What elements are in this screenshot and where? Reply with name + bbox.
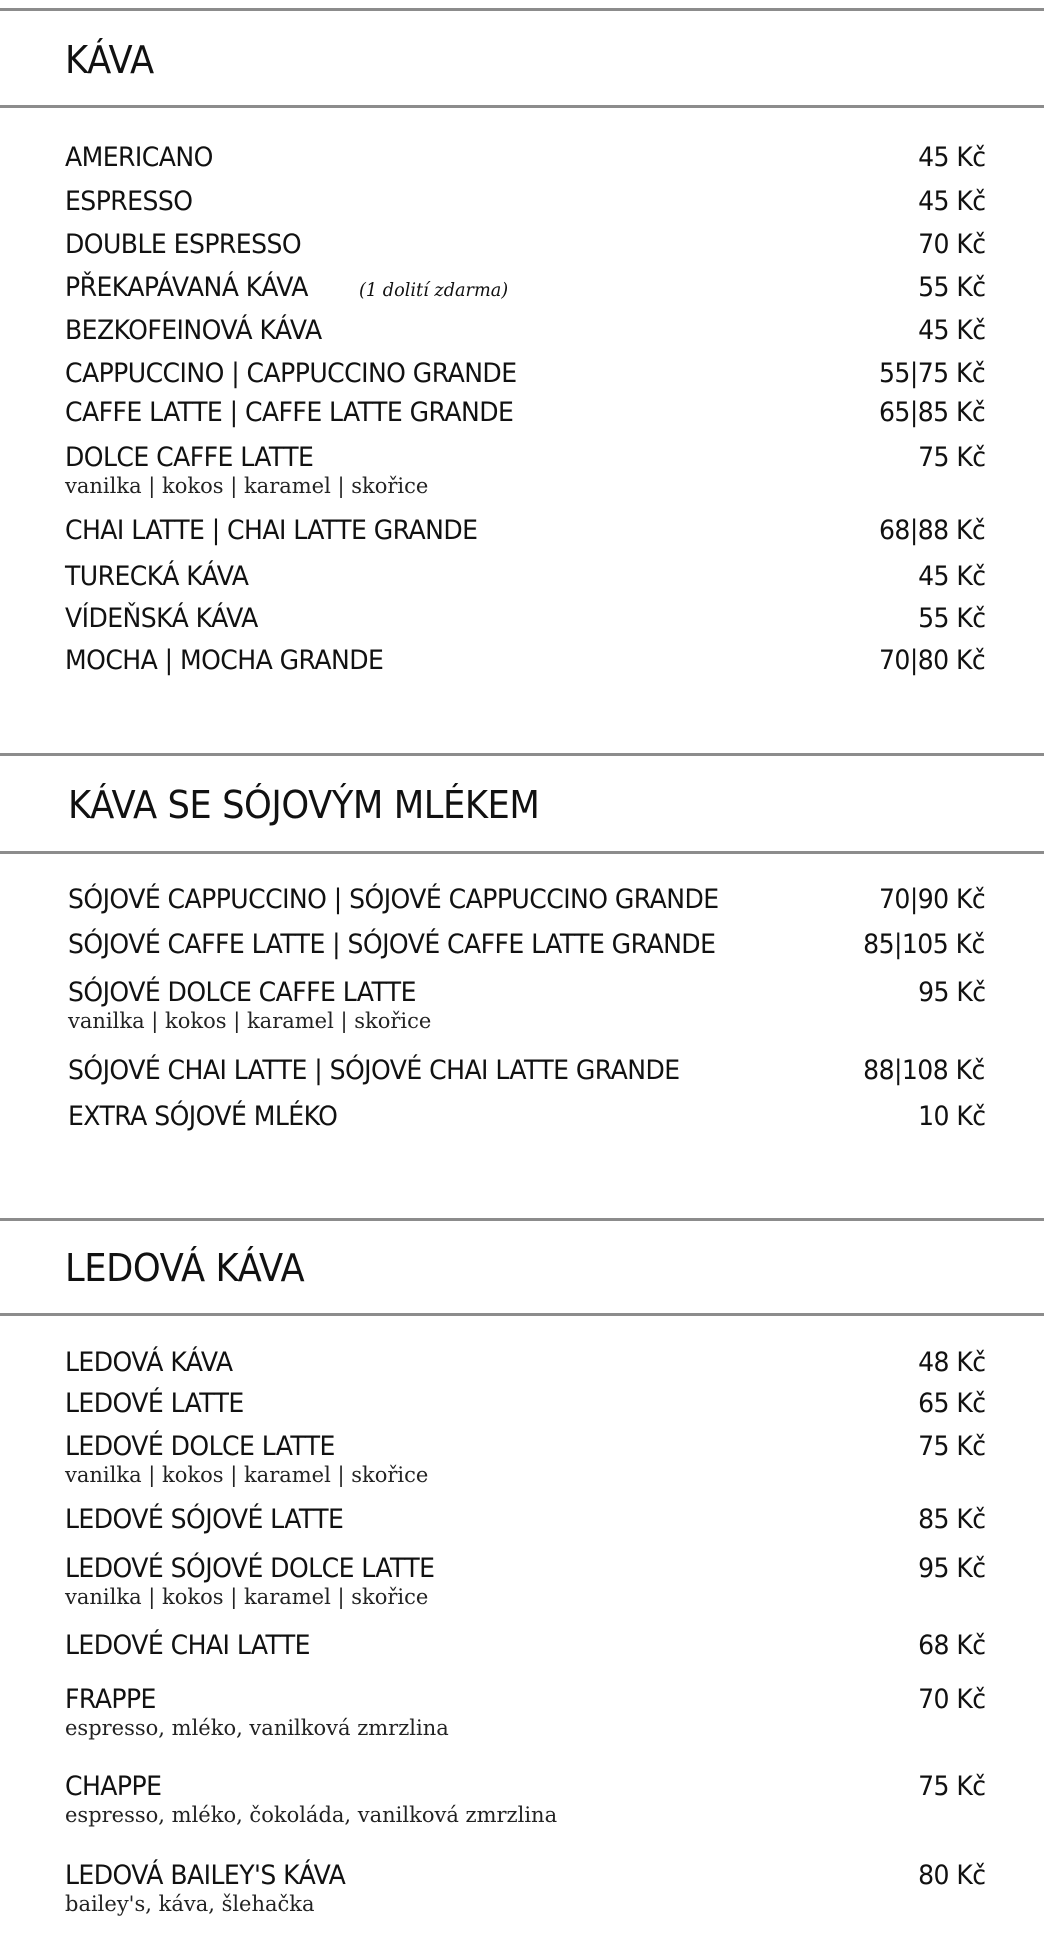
menu-item [65, 358, 985, 398]
item-price: 65|85 Kč [878, 397, 985, 428]
item-name: FRAPPE [65, 1684, 156, 1715]
menu-item [65, 1388, 985, 1428]
item-price: 85|105 Kč [863, 929, 985, 960]
item-price: 65 Kč [917, 1388, 985, 1419]
item-price: 45 Kč [917, 561, 985, 592]
item-name: AMERICANO [65, 142, 213, 173]
item-note: (1 dolití zdarma) [359, 279, 509, 301]
item-price: 85 Kč [917, 1504, 985, 1535]
item-name [65, 272, 508, 303]
menu-item [65, 315, 985, 355]
item-price: 88|108 Kč [863, 1055, 985, 1086]
item-name: CHAPPE [65, 1771, 162, 1802]
item-price: 70 Kč [917, 1684, 985, 1715]
item-price: 55|75 Kč [878, 358, 985, 389]
menu-item [65, 1684, 985, 1754]
menu-item [65, 645, 985, 685]
item-price: 75 Kč [917, 1431, 985, 1462]
section-top-rule-iced [0, 1218, 1044, 1221]
menu-item [68, 977, 985, 1047]
menu-item [68, 1055, 985, 1095]
item-name: MOCHA | MOCHA GRANDE [65, 645, 384, 676]
item-name: VÍDEŇSKÁ KÁVA [65, 603, 258, 634]
item-price: 45 Kč [917, 142, 985, 173]
item-price: 55 Kč [917, 603, 985, 634]
menu-item [68, 884, 985, 924]
menu-item [65, 272, 985, 312]
item-description: espresso, mléko, čokoláda, vanilková zmrzlina [65, 1803, 558, 1827]
item-price: 95 Kč [917, 977, 985, 1008]
menu-item [65, 1630, 985, 1670]
item-name: LEDOVÉ SÓJOVÉ DOLCE LATTE [65, 1553, 435, 1584]
item-name: LEDOVÉ LATTE [65, 1388, 244, 1419]
section-top-rule-soy [0, 753, 1044, 756]
menu-item [65, 1347, 985, 1387]
item-name: DOUBLE ESPRESSO [65, 229, 302, 260]
item-price: 70 Kč [917, 229, 985, 260]
section-title-iced: LEDOVÁ KÁVA [65, 1246, 305, 1290]
menu-item [68, 1101, 985, 1141]
item-name: CHAI LATTE | CHAI LATTE GRANDE [65, 515, 478, 546]
item-name: SÓJOVÉ DOLCE CAFFE LATTE [68, 977, 416, 1008]
menu-item [65, 515, 985, 555]
menu-item [65, 1431, 985, 1501]
item-description: espresso, mléko, vanilková zmrzlina [65, 1716, 449, 1740]
menu-item [65, 229, 985, 269]
item-price: 75 Kč [917, 1771, 985, 1802]
item-name: LEDOVÉ CHAI LATTE [65, 1630, 310, 1661]
item-price: 70|80 Kč [878, 645, 985, 676]
item-name: DOLCE CAFFE LATTE [65, 442, 314, 473]
item-name: EXTRA SÓJOVÉ MLÉKO [68, 1101, 338, 1132]
item-name-text: PŘEKAPÁVANÁ KÁVA [65, 272, 308, 303]
item-description: vanilka | kokos | karamel | skořice [68, 1009, 432, 1033]
item-price: 55 Kč [917, 272, 985, 303]
item-price: 45 Kč [917, 186, 985, 217]
item-price: 70|90 Kč [878, 884, 985, 915]
item-price: 45 Kč [917, 315, 985, 346]
item-name: BEZKOFEINOVÁ KÁVA [65, 315, 322, 346]
item-name: LEDOVÉ DOLCE LATTE [65, 1431, 335, 1462]
menu-item [65, 1504, 985, 1544]
item-name: LEDOVÁ BAILEY'S KÁVA [65, 1860, 346, 1891]
item-name: CAFFE LATTE | CAFFE LATTE GRANDE [65, 397, 514, 428]
section-divider-soy [0, 851, 1044, 854]
menu-item [65, 442, 985, 512]
item-name: TURECKÁ KÁVA [65, 561, 249, 592]
item-name: LEDOVÁ KÁVA [65, 1347, 233, 1378]
section-title-kava: KÁVA [65, 38, 154, 82]
item-name: SÓJOVÉ CAPPUCCINO | SÓJOVÉ CAPPUCCINO GRANDE [68, 884, 719, 915]
item-name: ESPRESSO [65, 186, 193, 217]
section-divider-iced [0, 1313, 1044, 1316]
menu-item [65, 1771, 985, 1841]
item-price: 48 Kč [917, 1347, 985, 1378]
item-description: vanilka | kokos | karamel | skořice [65, 1463, 429, 1487]
item-name: SÓJOVÉ CAFFE LATTE | SÓJOVÉ CAFFE LATTE GRANDE [68, 929, 716, 960]
menu-item [65, 142, 985, 182]
menu-item [65, 186, 985, 226]
section-top-rule-kava [0, 8, 1044, 11]
menu-item [68, 929, 985, 969]
menu-item [65, 561, 985, 601]
section-divider-kava [0, 105, 1044, 108]
item-name: CAPPUCCINO | CAPPUCCINO GRANDE [65, 358, 517, 389]
item-price: 10 Kč [917, 1101, 985, 1132]
menu-item [65, 1553, 985, 1623]
item-price: 75 Kč [917, 442, 985, 473]
section-title-soy: KÁVA SE SÓJOVÝM MLÉKEM [68, 783, 540, 827]
item-price: 95 Kč [917, 1553, 985, 1584]
menu-item [65, 1860, 985, 1930]
item-price: 68|88 Kč [878, 515, 985, 546]
item-description: bailey's, káva, šlehačka [65, 1892, 315, 1916]
item-name: LEDOVÉ SÓJOVÉ LATTE [65, 1504, 344, 1535]
item-description: vanilka | kokos | karamel | skořice [65, 474, 429, 498]
menu-item [65, 603, 985, 643]
item-price: 68 Kč [917, 1630, 985, 1661]
menu-item [65, 397, 985, 437]
item-price: 80 Kč [917, 1860, 985, 1891]
item-description: vanilka | kokos | karamel | skořice [65, 1585, 429, 1609]
item-name: SÓJOVÉ CHAI LATTE | SÓJOVÉ CHAI LATTE GRANDE [68, 1055, 680, 1086]
